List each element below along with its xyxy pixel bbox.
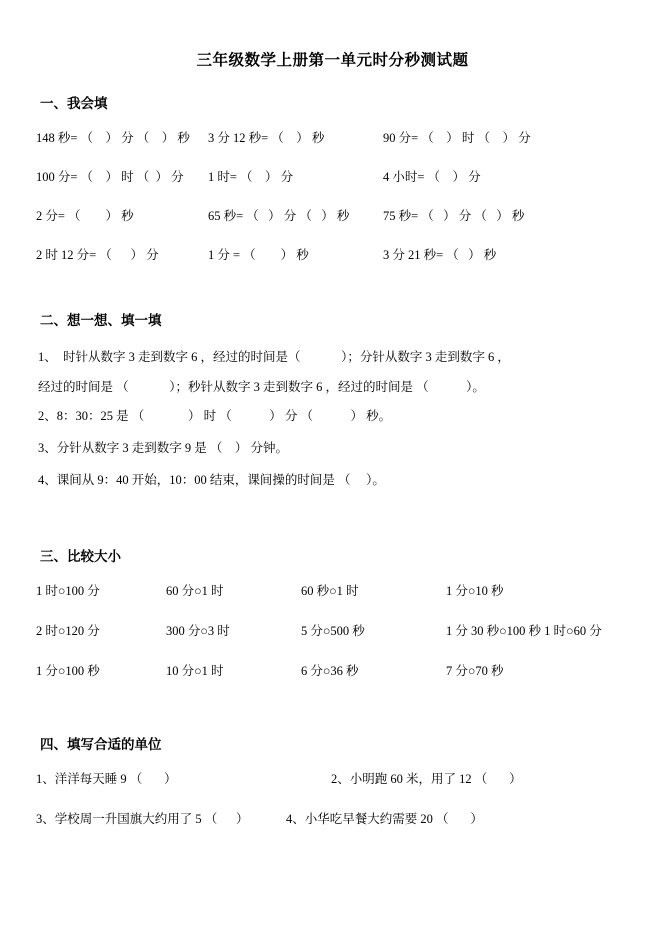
question-cell: 300 分○3 时 xyxy=(166,624,230,639)
question-cell: 10 分○1 时 xyxy=(166,664,224,679)
question-row xyxy=(36,128,629,148)
question-row xyxy=(36,581,629,601)
question-cell: 1 分○10 秒 xyxy=(446,584,504,599)
question-cell: 60 分○1 时 xyxy=(166,584,224,599)
question-cell: 1、洋洋每天睡 9 （ ） xyxy=(36,772,177,787)
question-line: 经过的时间是 （ ）；秒针从数字 3 走到数字 6 ，经过的时间是 （ ）。 xyxy=(38,379,485,394)
question-cell: 3 分 12 秒= （ ） 秒 xyxy=(208,131,325,145)
page-title: 三年级数学上册第一单元时分秒测试题 xyxy=(196,52,469,69)
question-line: 2、8：30：25 是 （ ） 时 （ ） 分 （ ） 秒。 xyxy=(38,409,392,424)
question-cell: 4 小时= （ ） 分 xyxy=(383,170,481,184)
question-cell: 90 分= （ ） 时 （ ） 分 xyxy=(383,131,531,145)
question-cell: 2 时 12 分= （ ） 分 xyxy=(36,248,159,262)
section-fill-units xyxy=(36,733,629,829)
section-heading: 二、想一想、填一填 xyxy=(40,313,162,328)
question-cell: 5 分○500 秒 xyxy=(301,624,365,639)
question-line: 4、课间从 9：40 开始，10：00 结束，课间操的时间是 （ ）。 xyxy=(38,472,385,487)
section-think-and-fill xyxy=(36,309,629,493)
section-fill-in-blanks xyxy=(36,92,629,265)
question-cell: 1 分 30 秒○100 秒 1 时○60 分 xyxy=(446,624,602,639)
question-cell: 1 分 = （ ） 秒 xyxy=(208,248,309,262)
question-cell: 3 分 21 秒= （ ） 秒 xyxy=(383,248,497,262)
section-heading: 三、比较大小 xyxy=(40,549,121,565)
question-cell: 148 秒= （ ） 分 （ ） 秒 xyxy=(36,131,190,145)
question-row xyxy=(36,661,629,681)
question-line: 3、分针从数字 3 走到数字 9 是 （ ） 分钟。 xyxy=(38,440,289,455)
question-cell: 1 时○100 分 xyxy=(36,584,100,599)
question-cell: 2 时○120 分 xyxy=(36,624,100,639)
question-cell: 1 分○100 秒 xyxy=(36,664,100,679)
section-compare-sizes xyxy=(36,545,629,681)
question-row xyxy=(36,621,629,641)
question-row xyxy=(36,245,629,265)
question-cell: 2、小明跑 60 米，用了 12 （ ） xyxy=(331,772,522,787)
question-row xyxy=(36,809,629,829)
question-cell: 100 分= （ ） 时 （ ） 分 xyxy=(36,170,184,184)
question-line: 1、 时针从数字 3 走到数字 6 ，经过的时间是（ ）；分针从数字 3 走到数字 6 ， xyxy=(38,350,510,364)
question-cell: 2 分= （ ） 秒 xyxy=(36,209,134,223)
question-cell: 4、小华吃早餐大约需要 20 （ ） xyxy=(286,812,483,827)
question-cell: 65 秒= （ ） 分 （ ） 秒 xyxy=(208,209,350,223)
question-cell: 75 秒= （ ） 分 （ ） 秒 xyxy=(383,209,525,223)
question-cell: 1 时= （ ） 分 xyxy=(208,170,294,184)
question-row xyxy=(36,769,629,789)
question-row xyxy=(36,167,629,187)
question-cell: 6 分○36 秒 xyxy=(301,664,359,679)
section-heading: 四、填写合适的单位 xyxy=(40,737,162,753)
question-cell: 7 分○70 秒 xyxy=(446,664,504,679)
section-heading: 一、我会填 xyxy=(40,96,108,111)
question-cell: 60 秒○1 时 xyxy=(301,584,359,599)
question-row xyxy=(36,206,629,226)
question-cell: 3、学校周一升国旗大约用了 5 （ ） xyxy=(36,812,249,827)
